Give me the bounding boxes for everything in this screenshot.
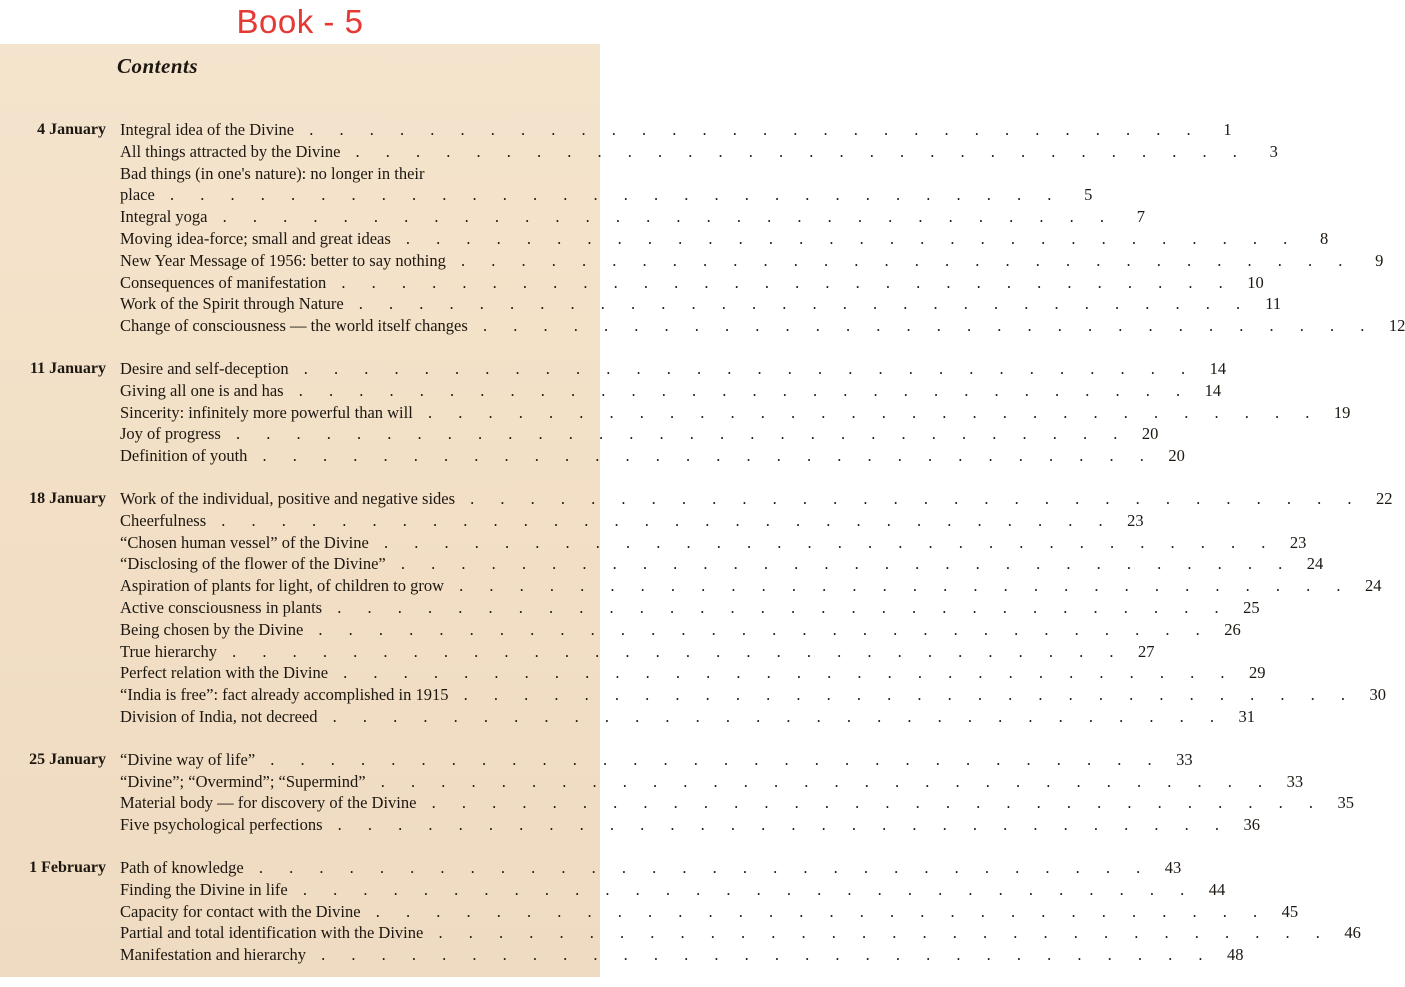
entry-page-number: 9	[1375, 250, 1384, 270]
entry-title: Definition of youth	[120, 446, 248, 466]
section-date: 18 January	[29, 489, 106, 507]
entry-page-number: 12	[1388, 316, 1405, 336]
entry-page-number: 29	[1249, 663, 1266, 683]
entry-page-number: 22	[1376, 488, 1393, 508]
leader-dots: . . . . . . . . . . . . . . . . . . . . . . . . . . . . . .	[287, 879, 1196, 899]
leader-dots: . . . . . . . . . . . . . . . . . . . . . . . . . . . . . .	[390, 228, 1299, 248]
entry-title-line	[120, 641, 1125, 663]
entry-page-number: 33	[1286, 771, 1304, 791]
page-title: Contents	[117, 54, 199, 78]
toc-entry	[120, 402, 1351, 424]
leader-dots: . . . . . . . . . . . . . . . . . . . . . . . . . . . . . .	[326, 272, 1234, 292]
entry-page-number: 1	[1223, 120, 1232, 139]
entry-title-line	[120, 510, 1114, 532]
toc-entry	[120, 944, 1244, 966]
leader-dots: . . . . . . . . . . . . . . . . . . . . . . . . . . . . . .	[243, 857, 1152, 877]
leader-dots: . . . . . . . . . . . . . . . . . . . . . . . . . . . . . .	[412, 402, 1321, 422]
entry-title: Joy of progress	[120, 424, 221, 444]
leader-dots: . . . . . . . . . . . . . . . . . . . . . . . . . . . . . .	[467, 316, 1376, 336]
entry-title: “India is free”: fact already accomplished in 1915	[120, 685, 449, 705]
leader-dots: . . . . . . . . . . . . . . . . . . . . . . . . . . . . . .	[217, 641, 1125, 661]
entry-title-line	[120, 771, 1273, 793]
toc-entry	[120, 879, 1226, 901]
entry-page-number: 30	[1369, 685, 1386, 705]
entry-title-line	[120, 119, 1202, 141]
toc-section	[0, 119, 1405, 337]
entry-title-line	[120, 619, 1211, 641]
entry-page-number: 20	[1141, 424, 1159, 444]
entry-title: Manifestation and hierarchy	[120, 945, 307, 965]
entry-title-line	[120, 206, 1115, 228]
leader-dots: . . . . . . . . . . . . . . . . . . . . . . . . . . . . . .	[206, 510, 1114, 530]
entry-title: Material body — for discovery of the Divine	[120, 793, 417, 813]
entry-page-number: 8	[1320, 228, 1329, 248]
leader-dots: . . . . . . . . . . . . . . . . . . . . . . . . . . . . . .	[322, 815, 1231, 835]
entry-title: Moving idea-force; small and great ideas	[120, 228, 391, 248]
toc-section	[0, 857, 1361, 966]
leader-dots: . . . . . . . . . . . . . . . . . . . . . . . . . . . . . .	[365, 771, 1274, 791]
entry-title: Desire and self-deception	[120, 358, 289, 378]
entry-title: Change of consciousness — the world itself changes	[120, 316, 468, 336]
toc-entry	[120, 749, 1193, 771]
entry-page-number: 14	[1209, 358, 1227, 378]
leader-dots: . . . . . . . . . . . . . . . . . . . . . . . . . . . . . .	[255, 749, 1163, 769]
entry-title: Capacity for contact with the Divine	[120, 901, 361, 921]
toc-entry	[120, 163, 582, 185]
entry-title: Sincerity: infinitely more powerful than will	[120, 402, 413, 422]
leader-dots: . . . . . . . . . . . . . . . . . . . . . . . . . . . . . .	[445, 250, 1354, 270]
leader-dots: . . . . . . . . . . . . . . . . . . . . . . . . . . . . . .	[317, 706, 1225, 726]
entry-title-line	[120, 184, 1062, 206]
entry-title: Perfect relation with the Divine	[120, 663, 329, 683]
toc-entry	[120, 119, 1232, 141]
entry-page-number: 45	[1281, 901, 1299, 921]
entry-title: Five psychological perfections	[120, 815, 323, 835]
section-date: 4 January	[37, 121, 106, 138]
toc-entry	[120, 141, 1278, 163]
toc-entry	[120, 358, 1227, 380]
entry-page-number: 10	[1247, 272, 1264, 292]
toc-entry	[120, 184, 1093, 206]
entry-page-number: 20	[1168, 446, 1185, 466]
toc-entry	[120, 206, 1146, 228]
entry-page-number: 26	[1224, 619, 1241, 639]
entry-title-line	[120, 315, 1375, 337]
entry-page-number: 35	[1337, 793, 1354, 813]
leader-dots: . . . . . . . . . . . . . . . . . . . . . . . . . . . . . .	[303, 619, 1211, 639]
entry-title-line	[120, 792, 1324, 814]
leader-dots: . . . . . . . . . . . . . . . . . . . . . . . . . . . . . .	[443, 576, 1352, 596]
entry-title: “Chosen human vessel” of the Divine	[120, 532, 369, 552]
toc-entry	[120, 532, 1307, 554]
toc-entry	[120, 553, 1324, 575]
leader-dots: . . . . . . . . . . . . . . . . . . . . . . . . . . . . . .	[455, 488, 1363, 508]
entry-page-number: 36	[1243, 815, 1261, 835]
entry-page-number: 3	[1269, 141, 1278, 161]
entry-title: Active consciousness in plants	[120, 597, 323, 617]
entry-title: Integral idea of the Divine	[120, 120, 295, 139]
section-date: 11 January	[29, 359, 106, 377]
toc-entry	[120, 315, 1405, 337]
leader-dots: . . . . . . . . . . . . . . . . . . . . . . . . . . . . . .	[294, 120, 1202, 139]
leader-dots: . . . . . . . . . . . . . . . . . . . . . . . . . . . . . .	[322, 597, 1230, 617]
entry-page-number: 33	[1176, 749, 1193, 769]
entry-title: Cheerfulness	[120, 510, 207, 530]
entry-page-number: 23	[1127, 510, 1144, 530]
entry-title-line	[120, 597, 1230, 619]
toc-section	[0, 488, 1393, 728]
entry-page-number: 19	[1333, 402, 1351, 422]
leader-dots: . . . . . . . . . . . . . . . . . . . . . . . . . . . . . .	[343, 294, 1252, 314]
entry-title: “Divine way of life”	[120, 749, 256, 769]
toc-entry	[120, 662, 1266, 684]
entry-title: Integral yoga	[120, 207, 208, 227]
entry-title: Work of the Spirit through Nature	[120, 294, 344, 314]
toc-entry	[120, 792, 1354, 814]
entry-page-number: 24	[1364, 576, 1382, 596]
entry-title-line	[120, 922, 1331, 944]
leader-dots: . . . . . . . . . . . . . . . . . . . . . . . . . . . . . .	[220, 424, 1129, 444]
section-entries	[120, 749, 1354, 836]
entry-page-number: 24	[1306, 554, 1324, 574]
toc-entry	[120, 706, 1255, 728]
entry-title: Aspiration of plants for light, of children to grow	[120, 576, 444, 596]
toc-entry	[120, 619, 1241, 641]
entry-title: All things attracted by the Divine	[120, 141, 341, 161]
toc-entry	[120, 293, 1282, 315]
entry-title-line	[120, 706, 1225, 728]
entry-title: “Disclosing of the flower of the Divine”	[120, 554, 386, 574]
toc-entry	[120, 575, 1382, 597]
entry-page-number: 25	[1243, 597, 1260, 617]
leader-dots: . . . . . . . . . . . . . . . . . . . . . . . . . . . . . .	[416, 793, 1324, 813]
toc-entry	[120, 901, 1299, 923]
table-of-contents	[0, 119, 1405, 987]
entry-title-line	[120, 402, 1320, 424]
toc-entry	[120, 423, 1159, 445]
entry-title-line	[120, 423, 1128, 445]
toc-entry	[120, 272, 1264, 294]
entry-page-number: 31	[1238, 706, 1255, 726]
entry-title-line	[120, 293, 1251, 315]
entry-title: Partial and total identification with the Divine	[120, 923, 424, 943]
entry-page-number: 46	[1344, 923, 1361, 943]
entry-title-line	[120, 250, 1353, 272]
entry-title-line	[120, 228, 1298, 250]
entry-title: Consequences of manifestation	[120, 272, 327, 292]
toc-entry	[120, 641, 1155, 663]
leader-dots: . . . . . . . . . . . . . . . . . . . . . . . . . . . . . .	[154, 185, 1063, 205]
entry-title-line	[120, 684, 1356, 706]
entry-page-number: 27	[1138, 641, 1155, 661]
toc-entry	[120, 445, 1185, 467]
banner-title: Book - 5	[236, 3, 364, 40]
toc-entry	[120, 684, 1386, 706]
toc-entry	[120, 857, 1182, 879]
toc-entry	[120, 922, 1361, 944]
entry-title-line	[120, 358, 1196, 380]
entry-title-line	[120, 380, 1191, 402]
entry-title-line	[120, 488, 1363, 510]
entry-page-number: 5	[1084, 185, 1093, 205]
entry-title-line	[120, 857, 1151, 879]
toc-entry	[120, 488, 1393, 510]
section-entries	[120, 857, 1361, 966]
entry-title: Path of knowledge	[120, 857, 244, 877]
entry-page-number: 44	[1208, 879, 1226, 899]
entry-page-number: 11	[1265, 294, 1282, 314]
leader-dots: . . . . . . . . . . . . . . . . . . . . . . . . . . . . . .	[360, 901, 1269, 921]
banner	[0, 0, 600, 44]
entry-title-line	[120, 662, 1236, 684]
toc-entry	[120, 250, 1384, 272]
entry-page-number: 14	[1204, 380, 1222, 400]
leader-dots: . . . . . . . . . . . . . . . . . . . . . . . . . . . . . .	[448, 685, 1356, 705]
entry-page-number: 43	[1164, 857, 1182, 877]
entry-title-line	[120, 814, 1230, 836]
entry-title-line	[120, 575, 1351, 597]
entry-page-number: 48	[1227, 945, 1244, 965]
entry-title-line	[120, 901, 1268, 923]
entry-title-line	[120, 944, 1214, 966]
leader-dots: . . . . . . . . . . . . . . . . . . . . . . . . . . . . . .	[306, 945, 1214, 965]
entry-title-line	[120, 553, 1293, 575]
entry-title: Division of India, not decreed	[120, 706, 318, 726]
leader-dots: . . . . . . . . . . . . . . . . . . . . . . . . . . . . . .	[247, 446, 1155, 466]
toc-entry	[120, 510, 1144, 532]
toc-entry	[120, 814, 1261, 836]
entry-title-line	[120, 749, 1163, 771]
leader-dots: . . . . . . . . . . . . . . . . . . . . . . . . . . . . . .	[423, 923, 1331, 943]
entry-title: New Year Message of 1956: better to say nothing	[120, 250, 446, 270]
entry-title-line	[120, 532, 1276, 554]
entry-title: Work of the individual, positive and negative sides	[120, 488, 456, 508]
leader-dots: . . . . . . . . . . . . . . . . . . . . . . . . . . . . . .	[288, 358, 1197, 378]
entry-title-continued: place	[120, 185, 155, 205]
toc-entry	[120, 380, 1222, 402]
toc-section	[0, 749, 1354, 836]
entry-title-line	[120, 272, 1234, 294]
entry-title: Bad things (in one's nature): no longer in their	[120, 163, 425, 183]
entry-page-number: 7	[1136, 207, 1146, 227]
entry-page-number: 23	[1289, 532, 1307, 552]
section-date: 1 February	[29, 858, 106, 876]
leader-dots: . . . . . . . . . . . . . . . . . . . . . . . . . . . . . .	[340, 141, 1248, 161]
entry-title: Giving all one is and has	[120, 380, 284, 400]
entry-title: Finding the Divine in life	[120, 879, 288, 899]
entry-title-line	[120, 445, 1155, 467]
leader-dots: . . . . . . . . . . . . . . . . . . . . . . . . . . . . . .	[385, 554, 1294, 574]
toc-entry	[120, 597, 1260, 619]
entry-title: Being chosen by the Divine	[120, 619, 304, 639]
section-date: 25 January	[29, 750, 106, 768]
section-entries	[120, 488, 1393, 728]
section-entries	[120, 358, 1351, 467]
leader-dots: . . . . . . . . . . . . . . . . . . . . . . . . . . . . . .	[207, 207, 1116, 227]
section-entries	[120, 119, 1405, 337]
entry-title-line	[120, 879, 1195, 901]
toc-entry	[120, 228, 1329, 250]
leader-dots: . . . . . . . . . . . . . . . . . . . . . . . . . . . . . .	[283, 380, 1192, 400]
book-page	[0, 44, 1405, 977]
entry-title: True hierarchy	[120, 641, 217, 661]
leader-dots: . . . . . . . . . . . . . . . . . . . . . . . . . . . . . .	[328, 663, 1236, 683]
entry-title-line	[120, 141, 1248, 163]
toc-entry	[120, 771, 1304, 793]
entry-title: “Divine”; “Overmind”; “Supermind”	[120, 771, 366, 791]
toc-section	[0, 358, 1351, 467]
leader-dots: . . . . . . . . . . . . . . . . . . . . . . . . . . . . . .	[368, 532, 1277, 552]
